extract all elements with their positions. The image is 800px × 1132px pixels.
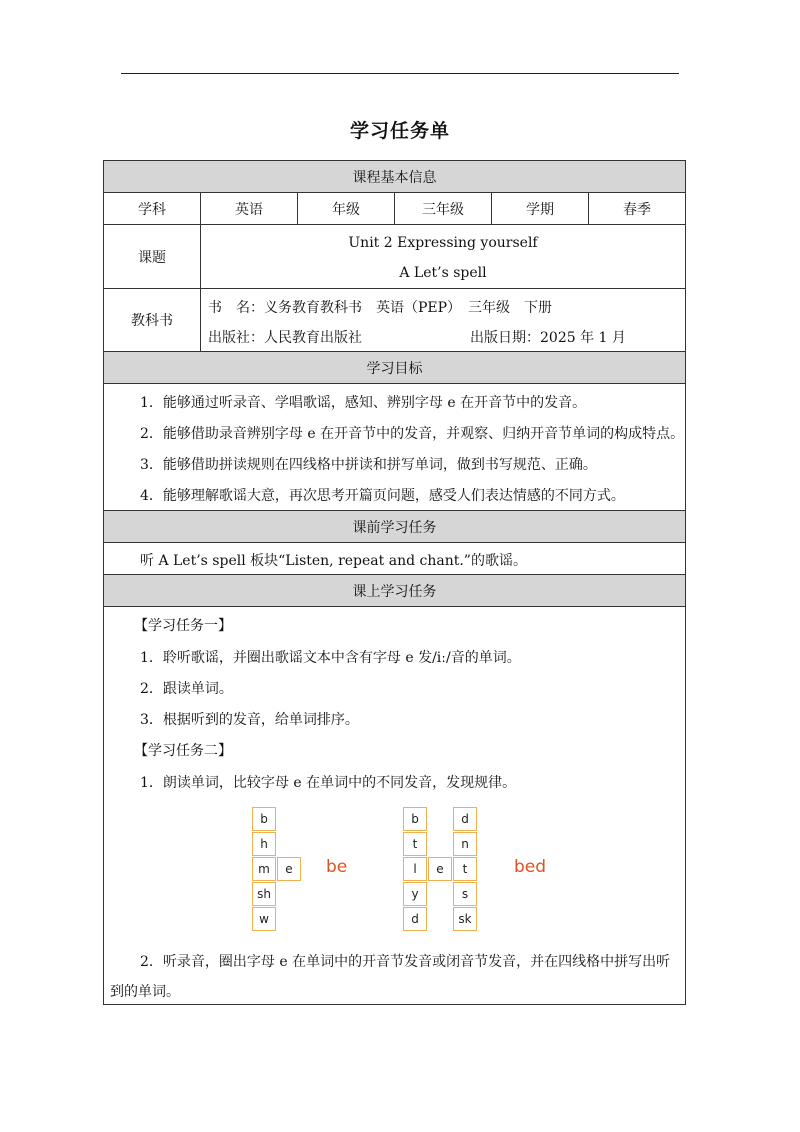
result-word: be [326, 857, 348, 877]
onset-box: t [403, 832, 427, 856]
coda-box: sk [453, 907, 477, 931]
task1-item: 2．跟读单词。 [140, 681, 233, 697]
onset-box: b [403, 807, 427, 831]
onset-box: d [403, 907, 427, 931]
task-sheet-table [103, 160, 686, 1005]
goal-item: 2．能够借助录音辨别字母 e 在开音节中的发音，并观察、归纳开音节单词的构成特点。 [140, 426, 685, 442]
pre-class-task: 听 A Let’s spell 板块“Listen, repeat and chant.”的歌谣。 [140, 553, 527, 569]
task2-title: 【学习任务二】 [134, 743, 232, 759]
section-header-label: 课程基本信息 [352, 169, 437, 186]
in-class-body [104, 607, 685, 1004]
section-header-label: 课上学习任务 [352, 583, 437, 600]
coda-box: d [453, 807, 477, 831]
task1-item: 3．根据听到的发音，给单词排序。 [140, 712, 359, 728]
task1-title: 【学习任务一】 [134, 618, 232, 634]
coda-box: t [453, 857, 477, 881]
goal-item: 1．能够通过听录音、学唱歌谣，感知、辨别字母 e 在开音节中的发音。 [140, 395, 587, 411]
vowel-box: e [277, 857, 301, 881]
section-header-in-class [104, 575, 685, 607]
task1-item: 1．聆听歌谣，并圈出歌谣文本中含有字母 e 发/iː/音的单词。 [140, 650, 521, 666]
coda-box: s [453, 882, 477, 906]
goal-item: 3．能够借助拼读规则在四线格中拼读和拼写单词，做到书写规范、正确。 [140, 457, 597, 473]
task2-item: 1．朗读单词，比较字母 e 在单词中的不同发音，发现规律。 [140, 775, 517, 791]
subject-label: 学科 [104, 193, 201, 224]
term-value: 春季 [623, 201, 651, 218]
textbook-name: 书 名：义务教育教科书 英语（PEP） 三年级 下册 [208, 300, 553, 316]
top-rule [121, 73, 679, 74]
task2-item-continued: 到的单词。 [110, 984, 180, 1000]
grade-value: 三年级 [395, 193, 492, 224]
grade-label: 年级 [298, 193, 395, 224]
info-row-textbook [104, 289, 685, 352]
task2-item: 2．听录音，圈出字母 e 在单词中的开音节发音或闭音节发音，并在四线格中拼写出听 [140, 954, 671, 970]
section-header-label: 课前学习任务 [352, 519, 437, 536]
onset-box: m [252, 857, 276, 881]
pre-class-body [104, 543, 685, 575]
onset-box: sh [252, 882, 276, 906]
textbook-label: 教科书 [104, 289, 201, 351]
topic-label: 课题 [104, 225, 201, 288]
vowel-box: e [428, 857, 452, 881]
word-builder-bed [403, 807, 583, 937]
section-header-basic-info [104, 161, 685, 193]
topic-lesson: A Let’s spell [399, 265, 487, 281]
result-word: bed [514, 857, 547, 877]
publisher: 出版社：人民教育出版社 [208, 330, 362, 346]
topic-unit: Unit 2 Expressing yourself [348, 235, 538, 251]
term-label: 学期 [492, 193, 589, 224]
goals-body [104, 384, 685, 511]
goal-item: 4．能够理解歌谣大意，再次思考开篇页问题，感受人们表达情感的不同方式。 [140, 488, 625, 504]
section-header-pre-class [104, 511, 685, 543]
info-row-topic [104, 225, 685, 289]
onset-box: h [252, 832, 276, 856]
coda-box: n [453, 832, 477, 856]
info-row-subject [104, 193, 685, 225]
publish-date: 出版日期：2025 年 1 月 [470, 330, 626, 346]
section-header-label: 学习目标 [366, 360, 423, 377]
onset-box: b [252, 807, 276, 831]
onset-box: w [252, 907, 276, 931]
onset-box: l [403, 857, 427, 881]
page-title: 学习任务单 [349, 120, 450, 142]
section-header-goals [104, 352, 685, 384]
subject-value: 英语 [201, 193, 298, 224]
onset-box: y [403, 882, 427, 906]
